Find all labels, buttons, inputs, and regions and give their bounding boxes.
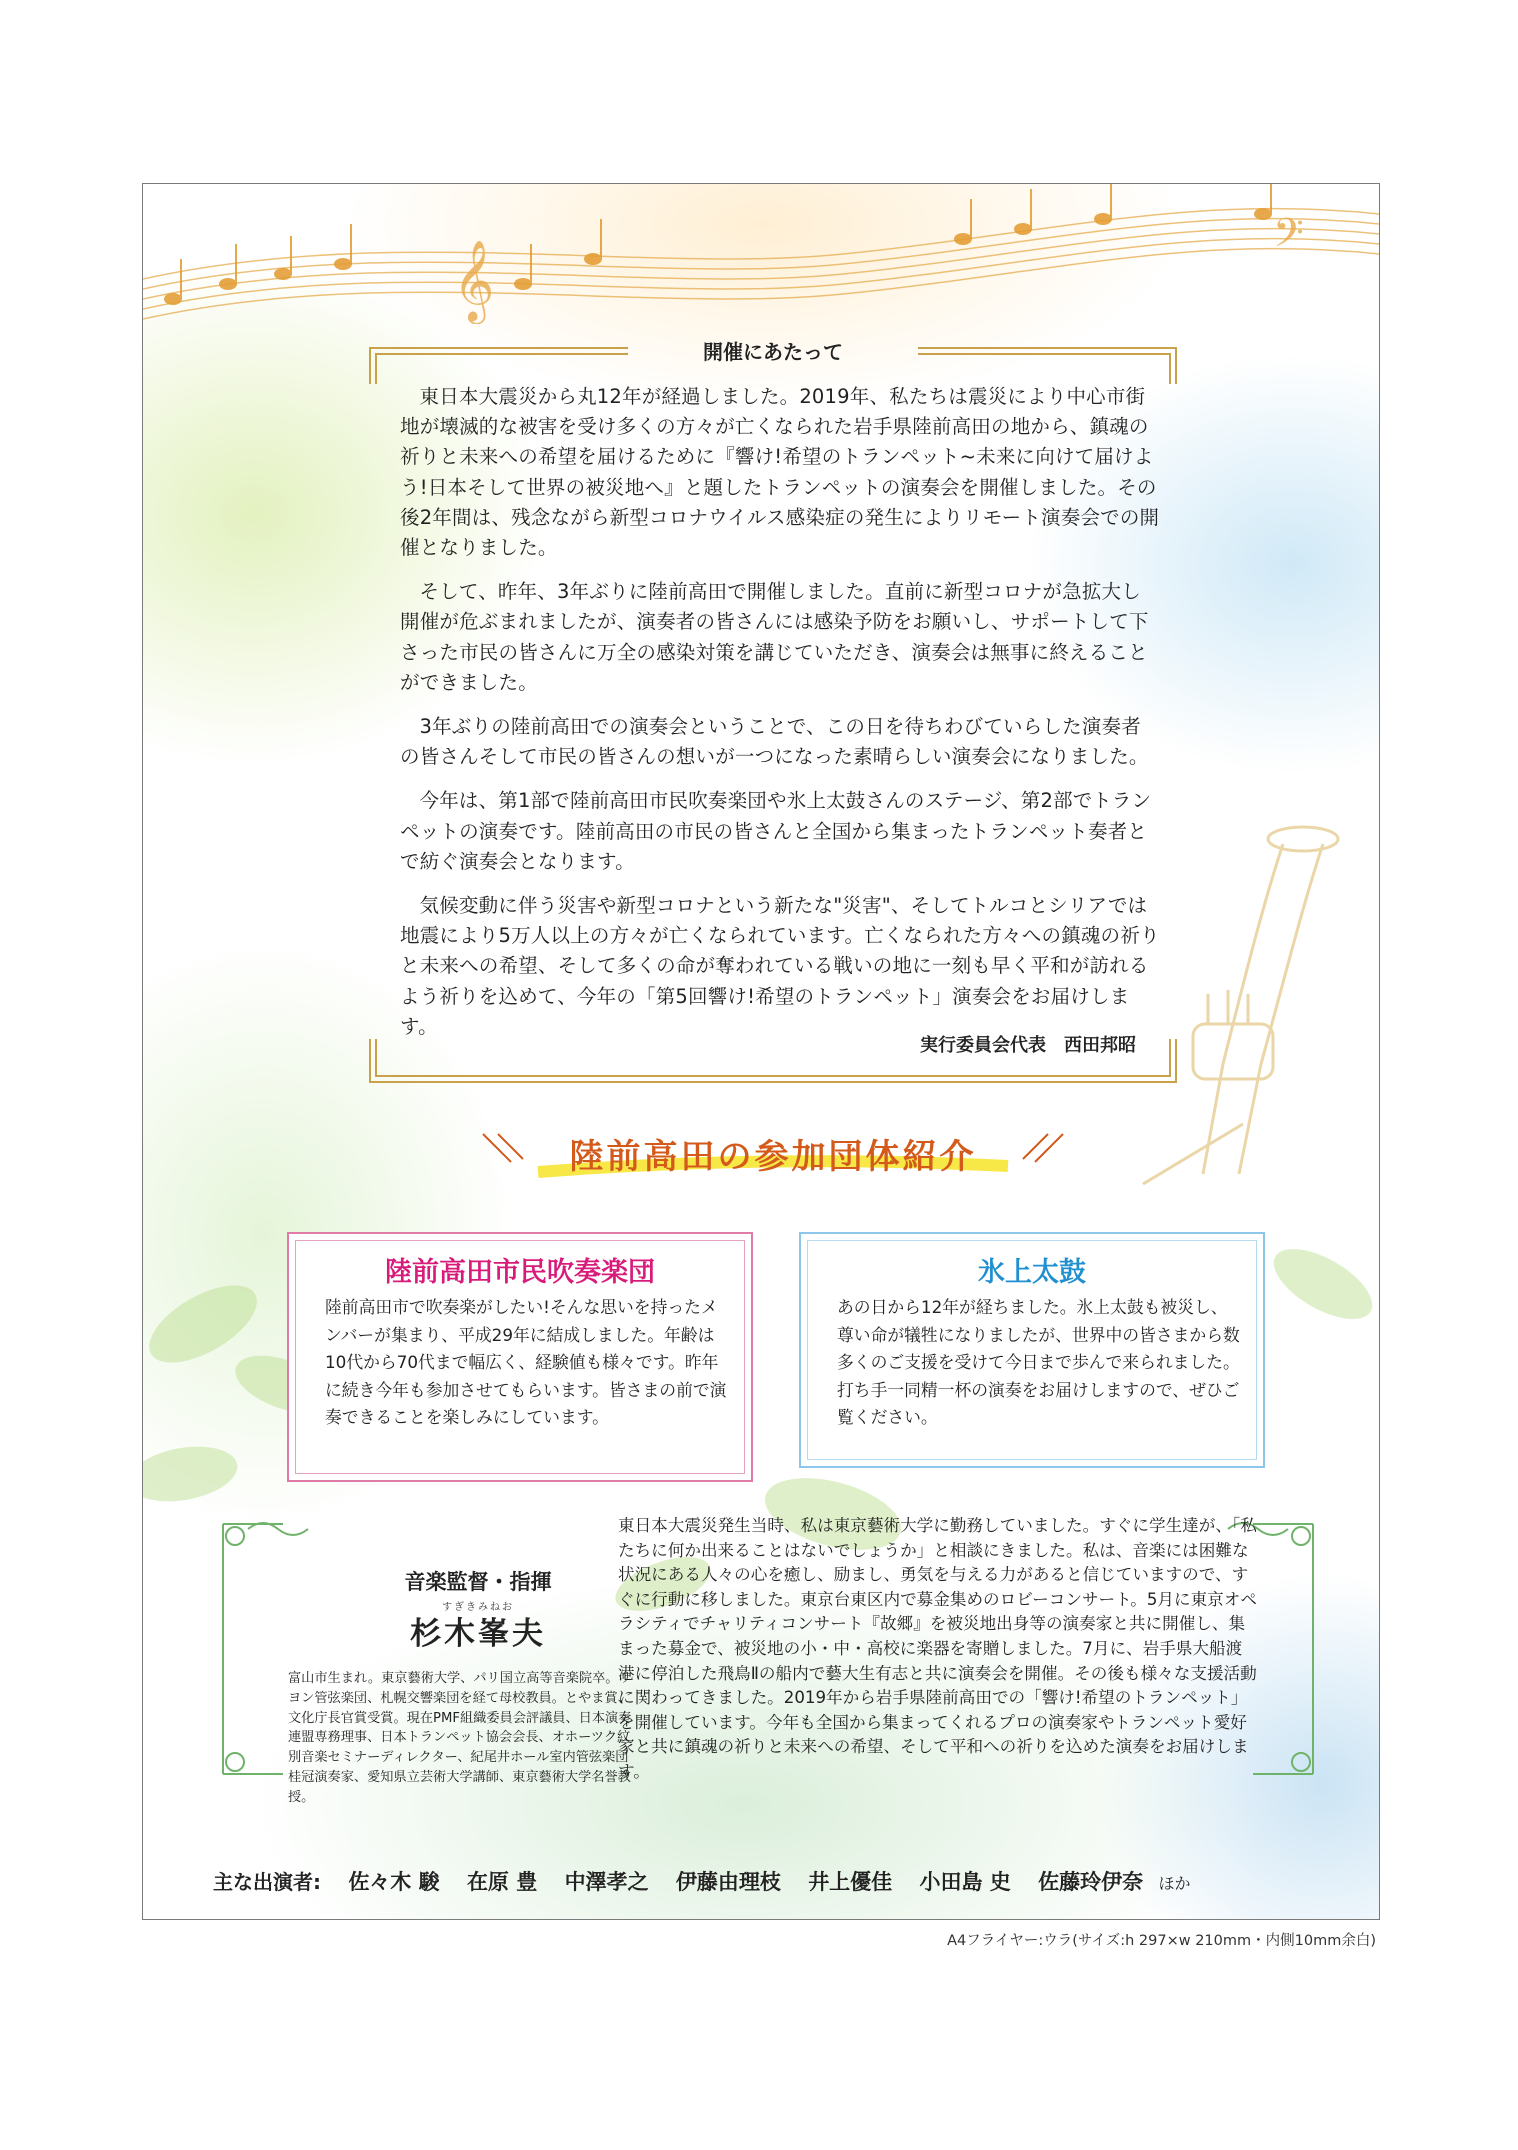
performers-label: 主な出演者: bbox=[213, 1870, 321, 1894]
conductor-section bbox=[223, 1514, 1313, 1869]
group-description: 陸前高田市で吹奏楽がしたい!そんな思いを持ったメンバーが集まり、平成29年に結成しました。年齢は10代から70代まで幅広く、経験値も様々です。昨年に続き今年も参加させてもらいます。皆さまの前で演奏できることを楽しみにしています。 bbox=[325, 1297, 727, 1428]
conductor-message: 東日本大震災発生当時、私は東京藝術大学に勤務していました。すぐに学生達が、「私たちに何か出来ることはないでしょうか」と相談にきました。私は、音楽には困難な状況にある人々の心を癒し、励まし、勇気を与える力があると信じていますので、すぐに行動に移しました。東京台東区内で募金集めのロビーコンサート。5月に東京オペラシティでチャリティコンサート『故郷』を被災地出身等の演奏家と共に開催し、集まった募金で、被災地の小・中・高校に楽器を寄贈しました。7月に、岩手県大船渡港に停泊した飛鳥Ⅱの船内で藝大生有志と共に演奏会を開催。その後も様々な支援活動に関わってきました。2019年から岩手県陸前高田での「響け!希望のトランペット」を開催しています。今年も全国から集まってくれるプロの演奏家やトランペット愛好家と共に鎮魂の祈りと未来への希望、そして平和への祈りを込めた演奏をお届けします。 bbox=[618, 1516, 1257, 1781]
performer-name: 佐々木 駿 bbox=[348, 1870, 440, 1894]
performer-name: 在原 豊 bbox=[466, 1870, 538, 1894]
treble-clef-icon: 𝄞 bbox=[453, 239, 495, 321]
greeting-paragraph: そして、昨年、3年ぶりに陸前高田で開催しました。直前に新型コロナが急拡大し開催が危ぶまれましたが、演奏者の皆さんには感染予防をお願いし、サポートして下さった市民の皆さんに万全の感染対策を講じていただき、演奏会は無事に終えることができました。 bbox=[400, 580, 1149, 694]
performer-name: 佐藤玲伊奈 bbox=[1038, 1870, 1144, 1894]
greeting-paragraph: 気候変動に伴う災害や新型コロナという新たな"災害"、そしてトルコとシリアでは地震により5万人以上の方々が亡くなられています。亡くなられた方々への鎮魂の祈りと未来への希望、そして多くの命が奪われている戦いの地に一刻も早く平和が訪れるよう祈りを込めて、今年の「第5回響け!希望のトランペット」演奏会をお届けします。 bbox=[400, 894, 1160, 1038]
music-staff-decoration bbox=[143, 209, 1379, 319]
performer-name: 伊藤由理枝 bbox=[675, 1870, 781, 1894]
greeting-paragraph: 東日本大震災から丸12年が経過しました。2019年、私たちは震災により中心市街地が壊滅的な被害を受け多くの方々が亡くなられた岩手県陸前高田の地から、鎮魂の祈りと未来への希望を届けるために『響け!希望のトランペット~未来に向けて届けよう!日本そして世界の被災地へ』と題したトランペットの演奏会を開催しました。その後2年間は、残念ながら新型コロナウイルス感染症の発生によりリモート演奏会での開催となりました。 bbox=[400, 385, 1160, 560]
conductor-bio: 富山市生まれ。東京藝術大学、パリ国立高等音楽院卒。リヨン管弦楽団、札幌交響楽団を経て母校教員。とやま賞、文化庁長官賞受賞。現在PMF組織委員会評議員、日本演奏連盟専務理事、日本トランペット協会会長、オホーツク紋別音楽セミナーディレクター、紀尾井ホール室内管弦楽団桂冠演奏家、愛知県立芸術大学講師、東京藝術大学名誉教授。 bbox=[288, 1671, 632, 1805]
performer-name: 小田島 史 bbox=[919, 1870, 1011, 1894]
conductor-name-ruby: すぎきみねお bbox=[442, 1602, 514, 1613]
print-spec-note: A4フライヤー:ウラ(サイズ:h 297×w 210mm・内側10mm余白) bbox=[947, 1933, 1376, 1949]
conductor-role: 音楽監督・指揮 bbox=[404, 1570, 552, 1594]
performer-name: 中澤孝之 bbox=[564, 1870, 649, 1894]
performer-name: 井上優佳 bbox=[808, 1870, 893, 1894]
greeting-paragraph: 3年ぶりの陸前高田での演奏会ということで、この日を待ちわびていらした演奏者の皆さんそして市民の皆さんの想いが一つになった素晴らしい演奏会になりました。 bbox=[400, 715, 1149, 769]
group-name: 氷上太鼓 bbox=[978, 1257, 1086, 1288]
conductor-name: 杉木峯夫 bbox=[410, 1616, 546, 1652]
performers-suffix: ほか bbox=[1158, 1874, 1191, 1893]
performers-line bbox=[213, 1866, 1190, 1896]
group-name: 陸前高田市民吹奏楽団 bbox=[385, 1257, 655, 1288]
group-description: あの日から12年が経ちました。氷上太鼓も被災し、尊い命が犠牲になりましたが、世界中の皆さまから数多くのご支援を受けて今日まで歩んで来られました。打ち手一同精一杯の演奏をお届けしますので、ぜひご覧ください。 bbox=[837, 1297, 1240, 1428]
music-notes-decoration bbox=[164, 184, 1272, 305]
groups-heading bbox=[443, 1124, 1103, 1184]
greeting-body bbox=[400, 382, 1160, 1056]
flyer-page bbox=[142, 183, 1380, 1920]
greeting-paragraph: 今年は、第1部で陸前高田市民吹奏楽団や氷上太鼓さんのステージ、第2部でトランペットの演奏です。陸前高田の市民の皆さんと全国から集まったトランペット奏者とで紡ぐ演奏会となります。 bbox=[400, 789, 1152, 873]
group-card-rikuzentakata-band bbox=[287, 1232, 753, 1482]
greeting-title: 開催にあたって bbox=[703, 340, 843, 364]
greeting-section bbox=[368, 334, 1178, 1089]
group-card-hikami-taiko bbox=[799, 1232, 1265, 1468]
bass-clef-icon: 𝄢 bbox=[1273, 210, 1304, 266]
groups-heading-text: 陸前高田の参加団体紹介 bbox=[569, 1137, 977, 1177]
greeting-signature: 実行委員会代表 西田邦昭 bbox=[920, 1035, 1136, 1056]
